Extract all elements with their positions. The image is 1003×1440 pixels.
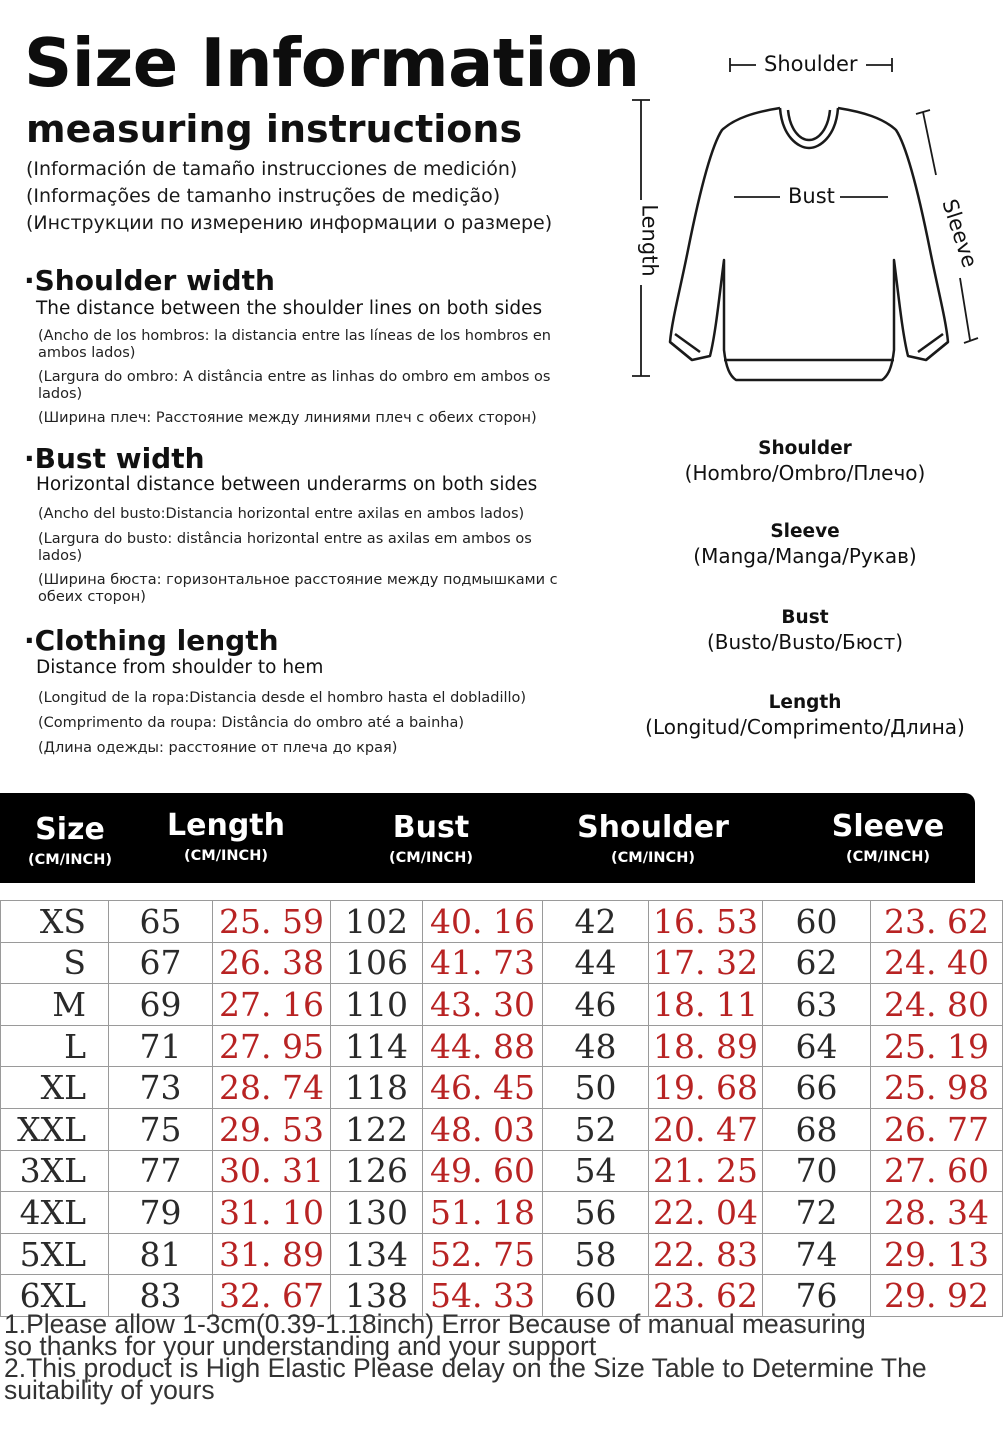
subtitle-translation-es: (Información de tamaño instrucciones de medición) bbox=[26, 158, 518, 180]
table-row bbox=[1, 984, 1003, 1026]
diagram-label-bust: Bust bbox=[784, 186, 839, 207]
inch-value-cell: 25. 19 bbox=[871, 1025, 1003, 1067]
cm-value-cell: 138 bbox=[331, 1275, 423, 1317]
inch-value-cell: 18. 89 bbox=[649, 1025, 763, 1067]
legend-item-sleeve bbox=[620, 520, 990, 568]
legend-item-shoulder bbox=[620, 437, 990, 485]
page-subtitle: measuring instructions bbox=[26, 107, 523, 151]
cm-value-cell: 71 bbox=[109, 1025, 213, 1067]
inch-value-cell: 20. 47 bbox=[649, 1108, 763, 1150]
legend-item-length bbox=[620, 691, 990, 739]
section-note: (Longitud de la ropa:Distancia desde el hombro hasta el dobladillo) bbox=[38, 690, 527, 706]
inch-value-cell: 22. 83 bbox=[649, 1233, 763, 1275]
cm-value-cell: 102 bbox=[331, 901, 423, 943]
inch-value-cell: 27. 16 bbox=[213, 984, 331, 1026]
size-cell: 3XL bbox=[1, 1150, 109, 1192]
cm-value-cell: 54 bbox=[543, 1150, 649, 1192]
inch-value-cell: 48. 03 bbox=[423, 1108, 543, 1150]
cm-value-cell: 122 bbox=[331, 1108, 423, 1150]
legend-translation: (Busto/Busto/Бюст) bbox=[706, 630, 904, 655]
diagram-label-length: Length bbox=[639, 200, 660, 280]
cm-value-cell: 50 bbox=[543, 1067, 649, 1109]
inch-value-cell: 28. 34 bbox=[871, 1192, 1003, 1234]
section-note: (Largura do busto: distância horizontal entre as axilas em ambos os lados) bbox=[38, 531, 532, 565]
diagram-label-shoulder: Shoulder bbox=[760, 54, 862, 75]
inch-value-cell: 22. 04 bbox=[649, 1192, 763, 1234]
section-note: (Comprimento da roupa: Distância do ombro até a bainha) bbox=[38, 715, 465, 731]
inch-value-cell: 52. 75 bbox=[423, 1233, 543, 1275]
inch-value-cell: 28. 74 bbox=[213, 1067, 331, 1109]
cm-value-cell: 130 bbox=[331, 1192, 423, 1234]
cm-value-cell: 118 bbox=[331, 1067, 423, 1109]
section-note: (Ширина плеч: Расстояние между линиями плеч с обеих сторон) bbox=[38, 410, 537, 426]
cm-value-cell: 48 bbox=[543, 1025, 649, 1067]
section-desc-length: Distance from shoulder to hem bbox=[36, 657, 324, 678]
legend-item-bust bbox=[620, 606, 990, 654]
section-title-length: ·Clothing length bbox=[24, 624, 279, 657]
diagram-label-sleeve: Sleeve bbox=[937, 193, 981, 274]
size-cell: XXL bbox=[1, 1108, 109, 1150]
header-label: Size bbox=[35, 812, 105, 847]
legend-name: Length bbox=[768, 692, 842, 713]
inch-value-cell: 43. 30 bbox=[423, 984, 543, 1026]
cm-value-cell: 83 bbox=[109, 1275, 213, 1317]
footer-note-line: so thanks for your understanding and your support bbox=[4, 1331, 597, 1361]
size-table bbox=[0, 900, 1003, 1317]
cm-value-cell: 42 bbox=[543, 901, 649, 943]
inch-value-cell: 25. 59 bbox=[213, 901, 331, 943]
inch-value-cell: 29. 92 bbox=[871, 1275, 1003, 1317]
section-desc-bust: Horizontal distance between underarms on both sides bbox=[36, 474, 538, 495]
footer-notes bbox=[4, 1309, 999, 1405]
header-bust bbox=[331, 810, 531, 866]
cm-value-cell: 60 bbox=[543, 1275, 649, 1317]
table-row bbox=[1, 1233, 1003, 1275]
header-unit: (CM/INCH) bbox=[611, 850, 695, 866]
section-note: (Ancho de los hombros: la distancia entre las líneas de los hombros en ambos lados) bbox=[38, 328, 551, 362]
cm-value-cell: 67 bbox=[109, 942, 213, 984]
cm-value-cell: 66 bbox=[763, 1067, 871, 1109]
inch-value-cell: 54. 33 bbox=[423, 1275, 543, 1317]
cm-value-cell: 72 bbox=[763, 1192, 871, 1234]
inch-value-cell: 16. 53 bbox=[649, 901, 763, 943]
inch-value-cell: 23. 62 bbox=[871, 901, 1003, 943]
cm-value-cell: 79 bbox=[109, 1192, 213, 1234]
table-row bbox=[1, 1192, 1003, 1234]
cm-value-cell: 114 bbox=[331, 1025, 423, 1067]
legend-translation: (Longitud/Comprimento/Длина) bbox=[645, 715, 965, 740]
inch-value-cell: 40. 16 bbox=[423, 901, 543, 943]
section-desc-shoulder: The distance between the shoulder lines on both sides bbox=[36, 298, 543, 319]
header-sleeve bbox=[788, 809, 988, 865]
header-label: Length bbox=[167, 808, 285, 843]
size-cell: XL bbox=[1, 1067, 109, 1109]
legend-name: Sleeve bbox=[770, 521, 840, 542]
table-row bbox=[1, 901, 1003, 943]
size-table-body bbox=[1, 901, 1003, 1317]
inch-value-cell: 19. 68 bbox=[649, 1067, 763, 1109]
inch-value-cell: 18. 11 bbox=[649, 984, 763, 1026]
header-unit: (CM/INCH) bbox=[846, 849, 930, 865]
cm-value-cell: 77 bbox=[109, 1150, 213, 1192]
cm-value-cell: 69 bbox=[109, 984, 213, 1026]
cm-value-cell: 134 bbox=[331, 1233, 423, 1275]
sweater-diagram bbox=[620, 40, 1000, 390]
inch-value-cell: 23. 62 bbox=[649, 1275, 763, 1317]
inch-value-cell: 46. 45 bbox=[423, 1067, 543, 1109]
cm-value-cell: 64 bbox=[763, 1025, 871, 1067]
inch-value-cell: 32. 67 bbox=[213, 1275, 331, 1317]
header-label: Shoulder bbox=[577, 810, 729, 845]
inch-value-cell: 27. 60 bbox=[871, 1150, 1003, 1192]
inch-value-cell: 17. 32 bbox=[649, 942, 763, 984]
footer-note-line: 1.Please allow 1-3cm(0.39-1.18inch) Error Because of manual measuring bbox=[4, 1309, 866, 1339]
inch-value-cell: 41. 73 bbox=[423, 942, 543, 984]
cm-value-cell: 106 bbox=[331, 942, 423, 984]
table-row bbox=[1, 1108, 1003, 1150]
section-note: (Largura do ombro: A distância entre as linhas do ombro em ambos os lados) bbox=[38, 369, 551, 403]
cm-value-cell: 52 bbox=[543, 1108, 649, 1150]
header-label: Bust bbox=[392, 810, 470, 845]
cm-value-cell: 46 bbox=[543, 984, 649, 1026]
footer-note-line: suitability of yours bbox=[4, 1375, 215, 1405]
inch-value-cell: 21. 25 bbox=[649, 1150, 763, 1192]
footer-note-line: 2.This product is High Elastic Please delay on the Size Table to Determine The bbox=[4, 1353, 927, 1383]
inch-value-cell: 27. 95 bbox=[213, 1025, 331, 1067]
size-cell: XS bbox=[1, 901, 109, 943]
cm-value-cell: 62 bbox=[763, 942, 871, 984]
inch-value-cell: 24. 80 bbox=[871, 984, 1003, 1026]
cm-value-cell: 76 bbox=[763, 1275, 871, 1317]
header-unit: (CM/INCH) bbox=[184, 848, 268, 864]
size-cell: 4XL bbox=[1, 1192, 109, 1234]
size-cell: 6XL bbox=[1, 1275, 109, 1317]
header-shoulder bbox=[553, 810, 753, 866]
size-table-header bbox=[0, 793, 975, 883]
inch-value-cell: 51. 18 bbox=[423, 1192, 543, 1234]
subtitle-translation-pt: (Informações de tamanho instruções de medição) bbox=[26, 185, 501, 207]
subtitle-translation-ru: (Инструкции по измерению информации о размере) bbox=[26, 212, 553, 234]
table-row bbox=[1, 1150, 1003, 1192]
inch-value-cell: 31. 10 bbox=[213, 1192, 331, 1234]
section-note: (Ancho del busto:Distancia horizontal entre axilas en ambos lados) bbox=[38, 506, 525, 522]
legend-translation: (Manga/Manga/Рукав) bbox=[693, 544, 917, 569]
size-cell: 5XL bbox=[1, 1233, 109, 1275]
cm-value-cell: 63 bbox=[763, 984, 871, 1026]
cm-value-cell: 65 bbox=[109, 901, 213, 943]
inch-value-cell: 26. 77 bbox=[871, 1108, 1003, 1150]
table-row bbox=[1, 942, 1003, 984]
header-unit: (CM/INCH) bbox=[389, 850, 473, 866]
inch-value-cell: 30. 31 bbox=[213, 1150, 331, 1192]
section-title-bust: ·Bust width bbox=[24, 442, 205, 475]
cm-value-cell: 74 bbox=[763, 1233, 871, 1275]
section-title-shoulder: ·Shoulder width bbox=[24, 264, 275, 297]
cm-value-cell: 60 bbox=[763, 901, 871, 943]
cm-value-cell: 58 bbox=[543, 1233, 649, 1275]
cm-value-cell: 110 bbox=[331, 984, 423, 1026]
cm-value-cell: 81 bbox=[109, 1233, 213, 1275]
page-title: Size Information bbox=[24, 24, 640, 102]
size-cell: L bbox=[1, 1025, 109, 1067]
legend-name: Bust bbox=[781, 607, 829, 628]
table-row bbox=[1, 1067, 1003, 1109]
legend-translation: (Hombro/Ombro/Плечо) bbox=[684, 461, 926, 486]
header-unit: (CM/INCH) bbox=[28, 852, 112, 868]
cm-value-cell: 75 bbox=[109, 1108, 213, 1150]
cm-value-cell: 73 bbox=[109, 1067, 213, 1109]
table-row bbox=[1, 1025, 1003, 1067]
section-note: (Длина одежды: расстояние от плеча до края) bbox=[38, 740, 398, 756]
cm-value-cell: 126 bbox=[331, 1150, 423, 1192]
inch-value-cell: 29. 13 bbox=[871, 1233, 1003, 1275]
inch-value-cell: 31. 89 bbox=[213, 1233, 331, 1275]
cm-value-cell: 70 bbox=[763, 1150, 871, 1192]
size-cell: S bbox=[1, 942, 109, 984]
size-cell: M bbox=[1, 984, 109, 1026]
cm-value-cell: 44 bbox=[543, 942, 649, 984]
inch-value-cell: 44. 88 bbox=[423, 1025, 543, 1067]
cm-value-cell: 56 bbox=[543, 1192, 649, 1234]
section-note: (Ширина бюста: горизонтальное расстояние между подмышками с обеих сторон) bbox=[38, 572, 558, 606]
inch-value-cell: 26. 38 bbox=[213, 942, 331, 984]
inch-value-cell: 25. 98 bbox=[871, 1067, 1003, 1109]
header-length bbox=[126, 808, 326, 864]
legend-name: Shoulder bbox=[758, 438, 852, 459]
inch-value-cell: 29. 53 bbox=[213, 1108, 331, 1150]
header-label: Sleeve bbox=[831, 809, 945, 844]
inch-value-cell: 49. 60 bbox=[423, 1150, 543, 1192]
cm-value-cell: 68 bbox=[763, 1108, 871, 1150]
inch-value-cell: 24. 40 bbox=[871, 942, 1003, 984]
